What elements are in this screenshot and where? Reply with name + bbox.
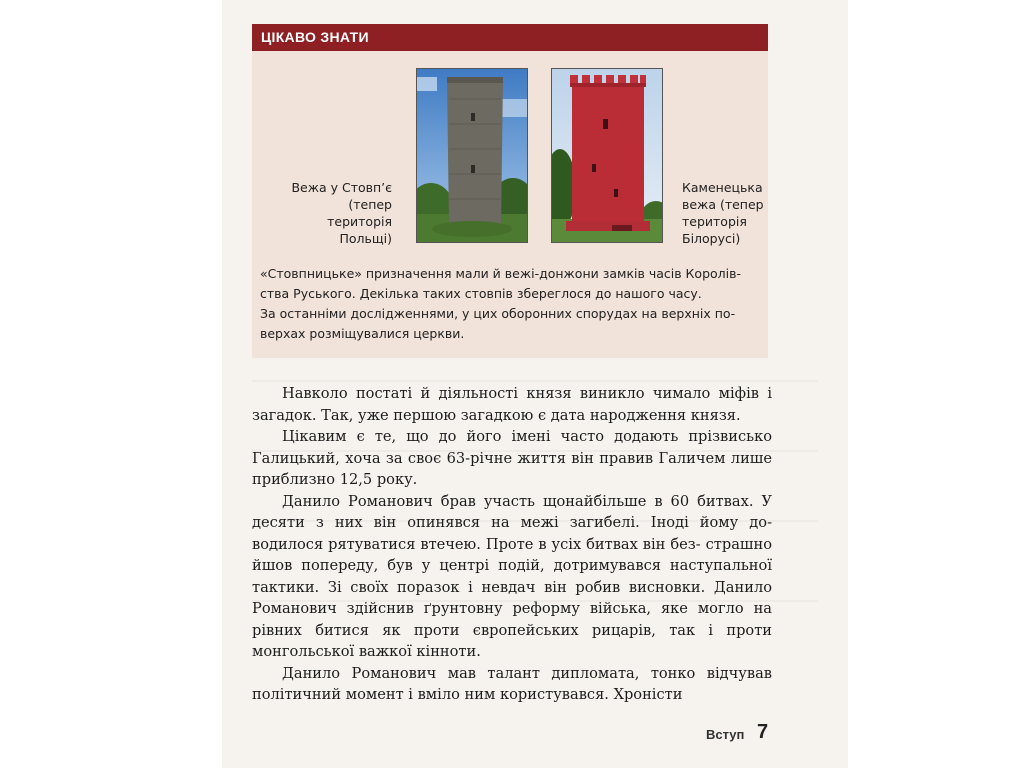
body-paragraph	[252, 663, 772, 706]
caption-line: територія	[327, 214, 392, 229]
infobox-text-line: «Стовпницьке» призначення мали й вежі-донжони замків часів Королів-	[260, 266, 741, 281]
caption-line: вежа (тепер	[682, 197, 764, 212]
caption-line: (тепер	[348, 197, 392, 212]
bleed-through-line	[252, 380, 818, 382]
footer-section-label: Вступ	[706, 727, 745, 742]
book-page	[222, 0, 848, 768]
body-paragraph	[252, 426, 772, 491]
main-body-text	[252, 383, 772, 706]
right-photo-caption	[682, 179, 772, 247]
body-line: наступальної тактики. Зі своїх поразок і невдач він робив	[252, 557, 772, 596]
body-line: водилося рятуватися втечею. Проте в усіх битвах він без-	[252, 535, 701, 553]
body-line: і загадок. Так, уже першою загадкою є дата народження князя.	[252, 385, 772, 424]
infobox-text-line: За останніми дослідженнями, у цих оборонних спорудах на верхніх по-	[260, 306, 736, 321]
caption-line: територія	[682, 214, 747, 229]
body-line: Цікавим є те, що до його імені часто додають прізвисько	[282, 428, 772, 445]
body-line: Данило Романович мав талант дипломата, тонко відчував	[282, 664, 772, 682]
body-line: рицарів, так і проти монгольської важкої кінноти.	[252, 621, 772, 660]
body-line: Навколо постаті й діяльності князя виникло чимало міфів	[282, 385, 759, 402]
caption-line: Польщі)	[339, 231, 392, 246]
body-line: страшно йшов попереду, був у центрі подій, дотримувався	[252, 535, 772, 574]
caption-line: Вежа у Стовп’є	[291, 180, 392, 195]
infobox-paragraph	[260, 264, 764, 344]
body-line: війська, яке могло на рівних битися як проти європейських	[252, 600, 773, 639]
kamianets-tower-photo	[551, 68, 663, 243]
caption-line: Білорусі)	[682, 231, 741, 246]
body-line: Данило Романович брав участь щонайбільше в 60 битвах.	[282, 492, 754, 510]
body-line: політичний момент і вміло ним користувався. Хроністи	[252, 686, 683, 703]
body-paragraph	[252, 383, 772, 426]
body-line: висновки. Данило Романович здійснив ґрунтовну реформу	[252, 578, 773, 617]
tower-stovp-photo	[416, 68, 528, 243]
caption-line: Каменецька	[682, 180, 763, 195]
infobox-text-line: ства Руського. Декілька таких стовпів збереглося до нашого часу.	[260, 286, 702, 301]
body-line: У десяти з них він опинявся на межі загибелі. Іноді йому до-	[252, 492, 773, 531]
left-photo-caption	[266, 179, 392, 247]
body-paragraph	[252, 491, 772, 663]
body-line: Галицький, хоча за своє 63-річне життя він правив Галичем	[252, 449, 726, 467]
page-number: 7	[757, 721, 769, 743]
infobox-header-title: ЦІКАВО ЗНАТИ	[261, 29, 369, 45]
infobox-text-line: верхах розміщувалися церкви.	[260, 326, 465, 341]
body-line: лише приблизно 12,5 року.	[252, 449, 772, 488]
infobox-header-bar	[252, 24, 768, 51]
interesting-facts-box	[252, 24, 768, 358]
